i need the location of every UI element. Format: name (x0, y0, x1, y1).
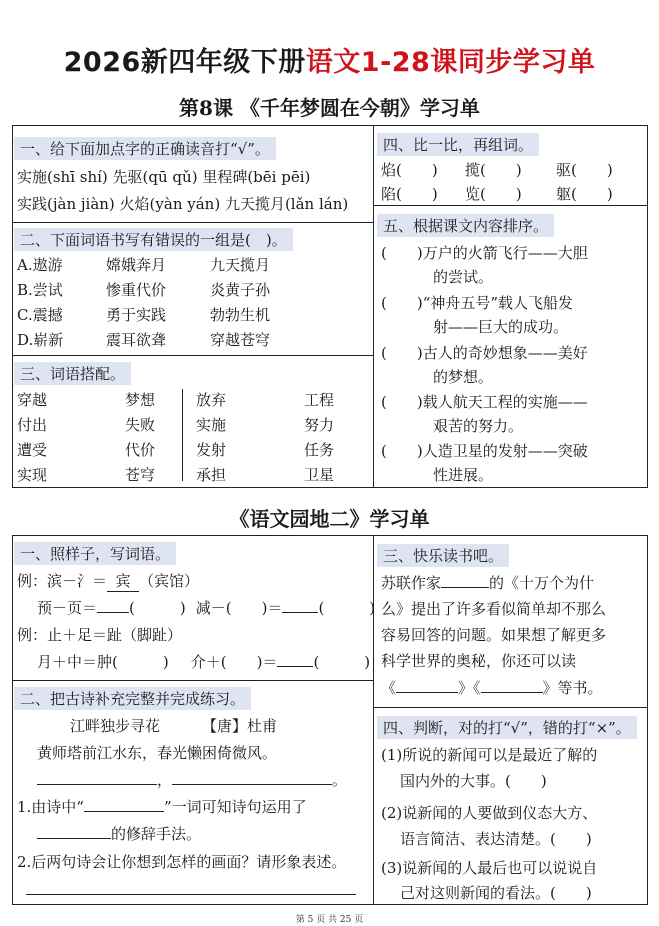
divider (373, 205, 648, 206)
match-word: 穿越 (17, 391, 48, 409)
exercise-text: ( ) (129, 599, 186, 617)
reading-text: 》《 (458, 679, 481, 697)
judge-item-cont: 语言简洁、表达清楚。( ) (400, 830, 592, 848)
answer-blank[interactable] (277, 666, 313, 667)
sub-question-1 (17, 796, 307, 817)
poem-title: 江畔独步寻花 (70, 717, 161, 735)
order-item: ( )载人航天工程的实施—— (381, 393, 588, 411)
q5-title: 五、根据课文内容排序。 (377, 214, 554, 237)
compare-char: 览( ) (465, 185, 522, 203)
match-word: 梦想 (125, 391, 156, 409)
q2-option: A.遨游 (17, 256, 63, 274)
reading-line: 科学世界的奥秘，你还可以读 (381, 652, 577, 670)
order-item: ( )万户的火箭飞行——大胆 (381, 244, 588, 262)
divider (12, 222, 373, 223)
match-word: 放弃 (196, 391, 227, 409)
title-black-part: 2026新四年级下册 (63, 47, 306, 78)
question-text: ”一词可知诗句运用了 (163, 798, 307, 816)
question-text: 的修辞手法。 (111, 825, 202, 843)
order-item-cont: 性进展。 (433, 466, 494, 484)
q2-word: 炎黄子孙 (210, 281, 271, 299)
q3-title: 三、词语搭配。 (14, 362, 131, 385)
judge-item: (1)所说的新闻可以是最近了解的 (381, 746, 598, 764)
exercise-text: ( ) (313, 653, 371, 671)
poem-fill-line (37, 769, 347, 790)
reading-line: 容易回答的问题。如果想了解更多 (381, 626, 607, 644)
answer-blank[interactable] (37, 838, 111, 839)
divider (373, 707, 648, 708)
exercise-text: 预－页＝ (37, 599, 98, 617)
q2-word: 九天揽月 (210, 256, 271, 274)
q4-title: 四、比一比，再组词。 (377, 133, 539, 156)
g-q1-title: 一、照样子，写词语。 (14, 542, 176, 565)
match-word: 代价 (125, 441, 156, 459)
order-item: ( )古人的奇妙想象——美好 (381, 344, 588, 362)
q2-word: 震耳欲聋 (106, 331, 167, 349)
reading-line (381, 677, 603, 698)
q2-option: D.崭新 (17, 331, 64, 349)
column-divider (373, 535, 374, 905)
answer-blank[interactable] (396, 692, 458, 693)
exercise-line (37, 597, 375, 618)
q2-word: 勃勃生机 (210, 306, 271, 324)
match-word: 工程 (304, 391, 335, 409)
compare-char: 焰( ) (381, 161, 438, 179)
answer-blank[interactable] (97, 612, 129, 613)
reading-text: 苏联作家 (381, 574, 442, 592)
order-item-cont: 射——巨大的成功。 (433, 318, 569, 336)
judge-item-cont: 国内外的大事。( ) (400, 772, 547, 790)
g-q2-title: 二、把古诗补充完整并完成练习。 (14, 687, 251, 710)
order-item-cont: 的尝试。 (433, 268, 494, 286)
compare-char: 躯( ) (556, 185, 613, 203)
divider (12, 680, 373, 681)
q2-word: 嫦娥奔月 (106, 256, 167, 274)
reading-text: 的《十万个为什 (489, 574, 595, 592)
title-red-part: 语文1-28课同步学习单 (305, 47, 596, 78)
reading-line: 么》提出了许多看似简单却不那么 (381, 600, 607, 618)
match-word: 失败 (125, 416, 156, 434)
match-word: 苍穹 (125, 466, 156, 484)
match-word: 任务 (304, 441, 335, 459)
exercise-line (37, 651, 370, 672)
exercise-text: 月＋中＝肿( ) (37, 653, 169, 671)
example-2: 例：止＋足＝趾（脚趾） (17, 626, 183, 644)
order-item: ( )“神舟五号”载人飞船发 (381, 294, 574, 312)
q2-option: C.震撼 (17, 306, 63, 324)
match-word: 实现 (17, 466, 48, 484)
q2-word: 穿越苍穹 (210, 331, 271, 349)
exercise-text: 介＋( )＝ (190, 653, 278, 671)
q2-word: 惨重代价 (106, 281, 167, 299)
question-text: 1.由诗中“ (17, 798, 84, 816)
sub-question-1-cont (37, 823, 201, 844)
matching-divider (182, 389, 183, 481)
lesson8-heading: 第8课 《千年梦圆在今朝》学习单 (179, 96, 480, 120)
exercise-text: 减－( )＝ (195, 599, 283, 617)
order-item-cont: 的梦想。 (433, 368, 494, 386)
divider (12, 355, 373, 356)
answer-blank[interactable] (441, 587, 489, 588)
answer-blank[interactable] (172, 784, 332, 785)
q1-line: 实施(shī shí) 先驱(qū qǔ) 里程碑(bēi pēi) (17, 168, 311, 186)
answer-blank[interactable] (481, 692, 543, 693)
poem-author: 【唐】杜甫 (202, 717, 278, 735)
reading-text: 《 (381, 679, 397, 697)
judge-item: (3)说新闻的人最后也可以说说自 (381, 859, 598, 877)
reading-text: 》等书。 (542, 679, 603, 697)
g-q4-title: 四、判断，对的打“√”，错的打“×”。 (377, 716, 637, 739)
match-word: 承担 (196, 466, 227, 484)
judge-item: (2)说新闻的人要做到仪态大方、 (381, 804, 598, 822)
match-word: 发射 (196, 441, 227, 459)
answer-blank[interactable] (282, 612, 318, 613)
match-word: 付出 (17, 416, 48, 434)
garden-heading: 《语文园地二》学习单 (229, 507, 430, 531)
q2-title: 二、下面词语书写有错误的一组是( )。 (14, 228, 293, 251)
judge-item-cont: 己对这则新闻的看法。( ) (400, 884, 592, 902)
page-number: 第 5 页 共 25 页 (295, 915, 364, 925)
answer-blank[interactable] (84, 811, 164, 812)
compare-char: 揽( ) (465, 161, 522, 179)
match-word: 卫星 (304, 466, 335, 484)
punct: 。 (332, 771, 348, 789)
answer-blank[interactable] (37, 784, 157, 785)
column-divider (373, 125, 374, 488)
g-q3-title: 三、快乐读书吧。 (377, 544, 509, 567)
exercise-text: ( ) (318, 599, 376, 617)
q1-line: 实践(jàn jiàn) 火焰(yàn yán) 九天揽月(lǎn lán) (17, 195, 349, 213)
reading-line (381, 572, 594, 593)
q2-word: 勇于实践 (106, 306, 167, 324)
compare-char: 陷( ) (381, 185, 438, 203)
example-1 (17, 570, 199, 592)
example-text: 例：滨－氵＝ (17, 572, 108, 590)
order-item: ( )人造卫星的发射——突破 (381, 442, 588, 460)
match-word: 努力 (304, 416, 335, 434)
example-answer: 宾 (107, 570, 139, 592)
poem-line: 黄师塔前江水东，春光懒困倚微风。 (37, 744, 278, 762)
q2-option: B.尝试 (17, 281, 63, 299)
match-word: 遭受 (17, 441, 48, 459)
answer-line[interactable] (26, 894, 356, 895)
sub-question-2: 2.后两句诗会让你想到怎样的画面？请形象表述。 (17, 853, 347, 871)
q1-title: 一、给下面加点字的正确读音打“√”。 (14, 137, 276, 160)
compare-char: 驱( ) (556, 161, 613, 179)
order-item-cont: 艰苦的努力。 (433, 417, 524, 435)
example-text: （宾馆） (139, 572, 200, 590)
page-title (0, 40, 659, 79)
match-word: 实施 (196, 416, 227, 434)
punct: ， (157, 771, 173, 789)
